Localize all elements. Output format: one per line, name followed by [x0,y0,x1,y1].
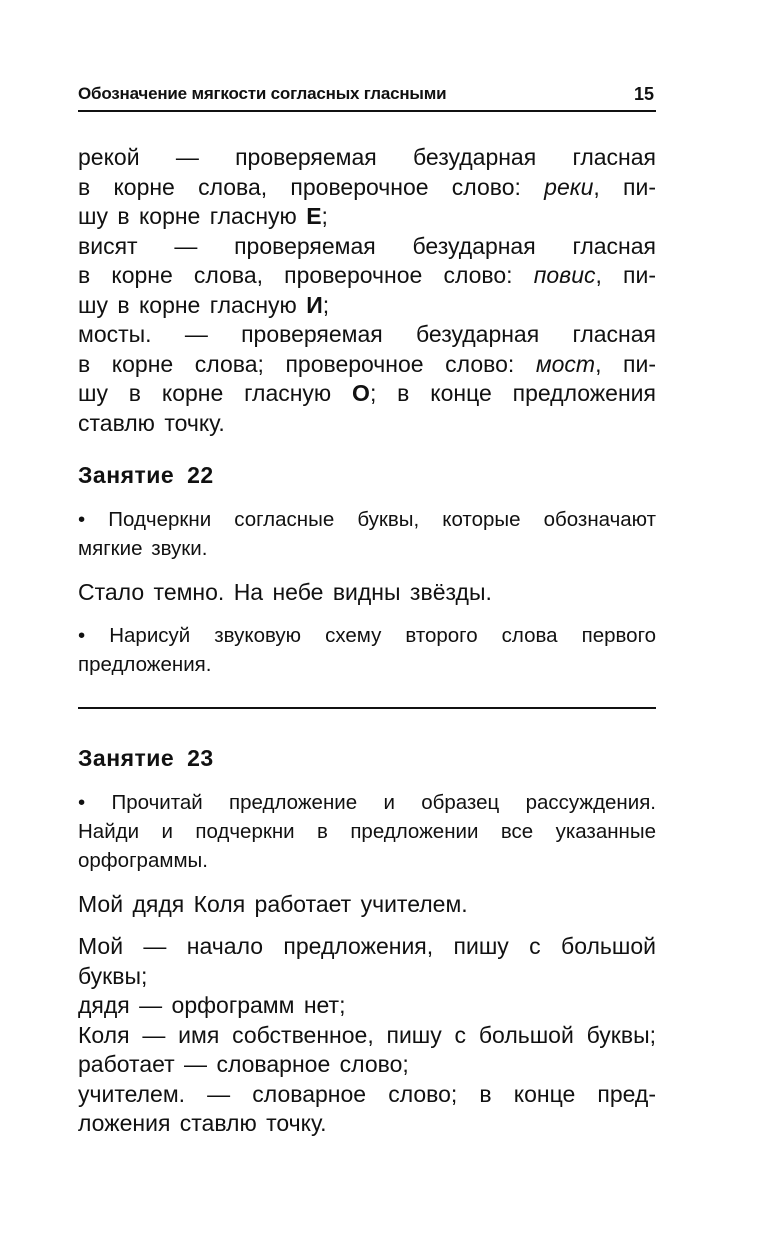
check-word: реки [544,173,594,200]
text-line: • Подчеркни согласные буквы, которые обозначают [78,508,656,531]
text-line: работает — словарное слово; [78,1051,409,1077]
lesson-22-sentence [78,578,656,608]
lesson-23-reasoning [78,932,656,1139]
text-line: орфограммы. [78,849,208,872]
text-line: предложения. [78,653,212,676]
text-line: в корне слова, проверочное слово: повис, пи- [78,262,656,288]
text-line: буквы; [78,962,148,989]
text-line: Коля — имя собственное, пишу с большой буквы; [78,1021,656,1048]
book-page [78,0,656,1240]
lesson-22-task-2 [78,621,656,679]
text-line: Мой дядя Коля работает учителем. [78,891,468,917]
running-header [78,84,656,112]
text-line: мягкие звуки. [78,537,208,560]
text-line: Стало темно. На небе видны звёзды. [78,579,492,605]
vowel-letter: О [352,380,370,406]
section-divider [78,707,656,709]
analysis-block [78,143,656,438]
lesson-23-sentence [78,890,656,920]
text-line: шу в корне гласную И; [78,291,330,318]
text-line: мосты. — проверяемая безударная гласная [78,321,656,347]
vowel-letter: И [306,291,323,318]
text-line: висят — проверяемая безударная гласная [78,232,656,259]
section-title: Обозначение мягкости согласных гласными [78,84,447,103]
page-number: 15 [633,84,654,104]
text-line: дядя — орфограмм нет; [78,992,346,1018]
text-line: в корне слова, проверочное слово: реки, пи- [78,173,656,200]
text-line: Мой — начало предложения, пишу с большой [78,933,656,959]
lesson-22-task-1 [78,505,656,563]
vowel-letter: Е [306,203,322,229]
text-line: рекой — проверяемая безударная гласная [78,144,656,170]
text-line: в корне слова; проверочное слово: мост, пи- [78,350,656,377]
lesson-23-task [78,788,656,875]
text-line: шу в корне гласную Е; [78,203,328,229]
text-line: ставлю точку. [78,409,225,436]
lesson-23-heading: Занятие 23 [78,745,214,771]
text-line: Найди и подчеркни в предложении все указанные [78,820,656,843]
check-word: мост [535,350,596,377]
check-word: повис [533,262,596,288]
text-line: ложения ставлю точку. [78,1110,327,1136]
text-line: • Нарисуй звуковую схему второго слова первого [78,624,656,647]
text-line: • Прочитай предложение и образец рассуждения. [78,791,656,814]
lesson-22-heading: Занятие 22 [78,462,214,488]
text-line: шу в корне гласную О; в конце предложения [78,380,656,406]
text-line: учителем. — словарное слово; в конце пред- [78,1080,656,1107]
